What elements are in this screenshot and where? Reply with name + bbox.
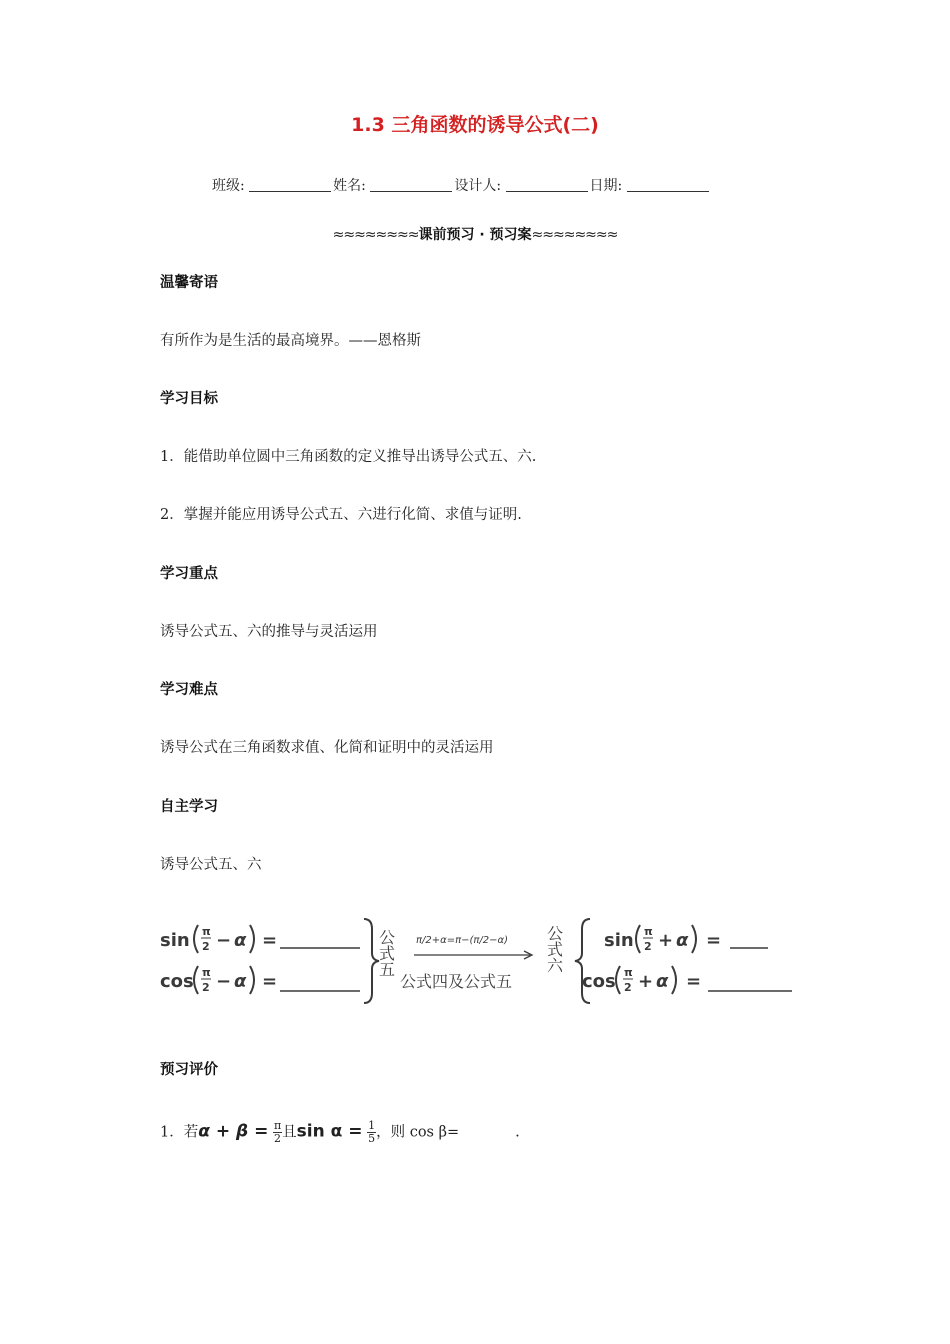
- question-1-then: ，则 cos β=: [376, 1124, 460, 1141]
- goal-item-1: 1．能借助单位圆中三角函数的定义推导出诱导公式五、六.: [160, 449, 537, 465]
- class-blank[interactable]: [249, 177, 331, 192]
- formula6-sin-func: sin: [604, 930, 634, 951]
- formula6-cos-two: 2: [624, 981, 632, 994]
- formula6-sin-lparen: [636, 925, 640, 953]
- question-1-one-fifth: [367, 1120, 376, 1145]
- formula6-label: 公式六: [544, 925, 564, 973]
- formula6-cos-lparen: [616, 966, 620, 994]
- formula5-cos-alpha: α: [234, 971, 247, 992]
- formula5-cos-func: cos: [160, 971, 194, 992]
- designer-label: 设计人:: [454, 178, 502, 194]
- formula5-sin-rparen: [250, 925, 254, 953]
- designer-blank[interactable]: [506, 177, 588, 192]
- greeting-text: 有所作为是生活的最高境界。——恩格斯: [160, 333, 421, 349]
- formula6-sin-alpha: α: [676, 930, 689, 951]
- formula5-sin-two: 2: [202, 940, 210, 953]
- formula6-cos-pi: π: [624, 966, 633, 979]
- formula5-cos-rparen: [250, 966, 254, 994]
- formula6-sin-equals: =: [706, 930, 722, 951]
- formula6-sin-pi: π: [644, 925, 653, 938]
- self-study-heading: 自主学习: [160, 799, 218, 815]
- formula6-cos-alpha: α: [656, 971, 669, 992]
- formula6-cos-rparen: [672, 966, 676, 994]
- induction-formula-diagram: [158, 905, 798, 1015]
- formula5-sin-func: sin: [160, 930, 190, 951]
- formula5-cos-pi: π: [202, 966, 211, 979]
- student-info-line: [212, 175, 711, 195]
- formula6-cos-plus: +: [638, 971, 654, 992]
- preview-banner: [0, 224, 950, 244]
- formula6-sin-two: 2: [644, 940, 652, 953]
- formula5-cos-two: 2: [202, 981, 210, 994]
- question-1-pi-over-2: [273, 1120, 282, 1145]
- review-heading: 预习评价: [160, 1062, 218, 1078]
- formula5-sin-alpha: α: [234, 930, 247, 951]
- banner-wave-left: ≈≈≈≈≈≈≈≈: [332, 227, 419, 243]
- question-1-frac1-den: 2: [274, 1132, 282, 1145]
- question-1-condition-2: sin α =: [296, 1121, 363, 1142]
- focus-text: 诱导公式五、六的推导与灵活运用: [160, 624, 378, 640]
- date-label: 日期:: [589, 178, 623, 194]
- date-blank[interactable]: [627, 177, 709, 192]
- question-1-frac1-num: π: [273, 1119, 282, 1132]
- question-1-end: .: [515, 1124, 520, 1141]
- formula5-cos-lparen: [194, 966, 198, 994]
- formula5-cos-minus: −: [216, 971, 232, 992]
- question-1-frac2-den: 5: [368, 1132, 376, 1145]
- difficulty-heading: 学习难点: [160, 682, 218, 698]
- arrow-top-label: π/2+α=π−(π/2−α): [416, 935, 509, 946]
- self-study-text: 诱导公式五、六: [160, 857, 262, 873]
- formula5-sin-minus: −: [216, 930, 232, 951]
- question-1: [160, 1120, 520, 1145]
- formula6-cos-equals: =: [686, 971, 702, 992]
- greeting-heading: 温馨寄语: [160, 275, 218, 291]
- banner-wave-right: ≈≈≈≈≈≈≈≈: [531, 227, 618, 243]
- question-1-and: 且: [282, 1124, 297, 1141]
- formula6-sin-plus: +: [658, 930, 674, 951]
- question-1-number: 1．若: [160, 1124, 199, 1141]
- formula5-cos-equals: =: [262, 971, 278, 992]
- formula6-cos-func: cos: [582, 971, 616, 992]
- question-1-frac2-num: 1: [368, 1119, 376, 1132]
- banner-text: 课前预习 · 预习案: [418, 227, 532, 243]
- formula5-sin-equals: =: [262, 930, 278, 951]
- formula6-sin-rparen: [692, 925, 696, 953]
- formula5-sin-pi: π: [202, 925, 211, 938]
- formula5-sin-lparen: [194, 925, 198, 953]
- name-label: 姓名:: [333, 178, 366, 194]
- arrow-bottom-label: 公式四及公式五: [400, 972, 513, 991]
- question-1-condition-1: α + β =: [198, 1121, 269, 1142]
- goals-heading: 学习目标: [160, 391, 218, 407]
- class-label: 班级:: [212, 178, 245, 194]
- goal-item-2: 2．掌握并能应用诱导公式五、六进行化简、求值与证明.: [160, 507, 522, 523]
- difficulty-text: 诱导公式在三角函数求值、化简和证明中的灵活运用: [160, 740, 494, 756]
- name-blank[interactable]: [370, 177, 452, 192]
- page-title: 1.3 三角函数的诱导公式(二): [351, 114, 599, 136]
- focus-heading: 学习重点: [160, 566, 218, 582]
- formula5-label: 公式五: [376, 929, 396, 977]
